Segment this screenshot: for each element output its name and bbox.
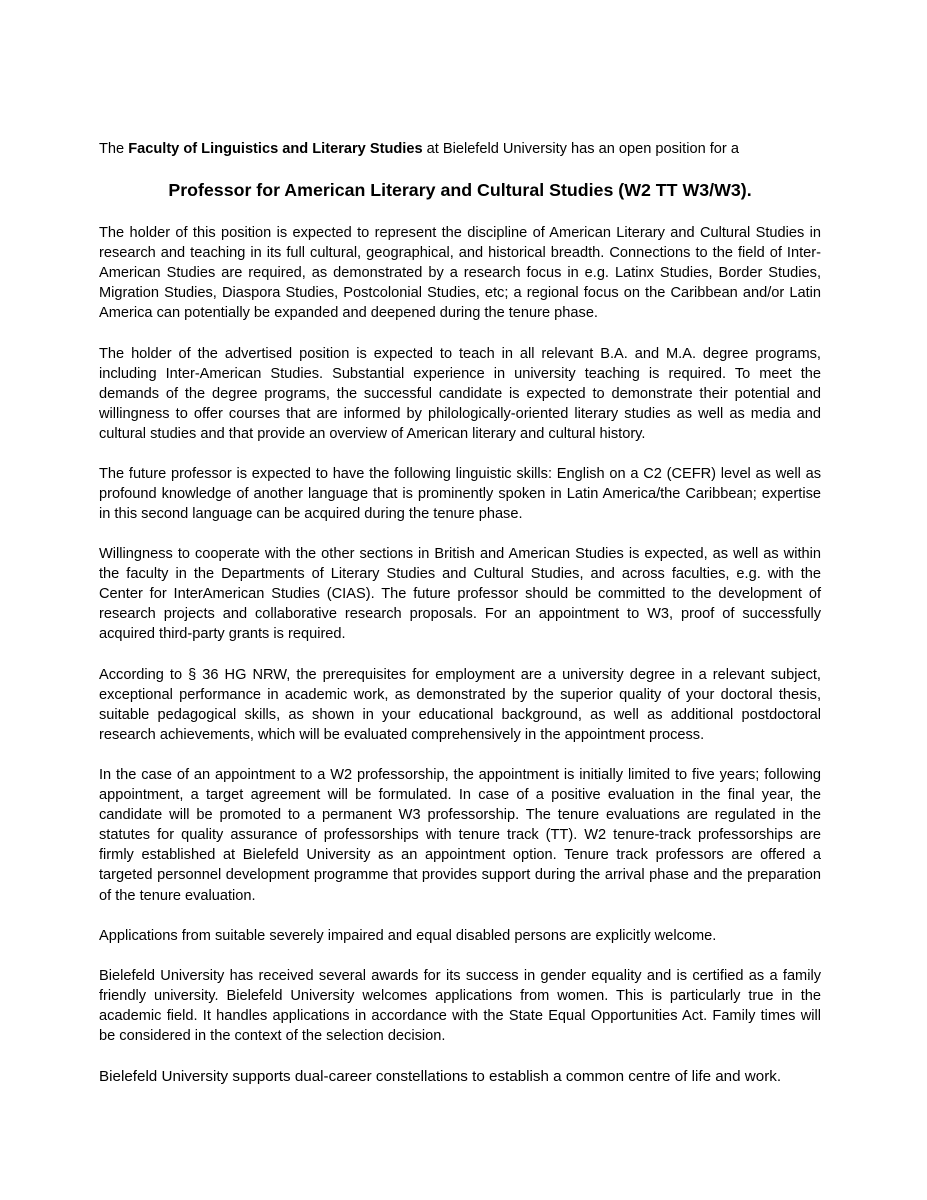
- paragraph-dual-career: Bielefeld University supports dual-career constellations to establish a common centre of life and work.: [99, 1068, 782, 1085]
- position-title-period: .: [746, 180, 752, 200]
- intro-prefix: The: [99, 141, 129, 157]
- paragraph-gender-equality: Bielefeld University has received several awards for its success in gender equality and is certified as a family friendly university. Bielefeld University welcomes applications from women. This is particularly true in the academic field. It handles applications in accordance with the State Equal Opportunities Act. Family times will be considered in the context of the selection decision.: [99, 968, 821, 1045]
- paragraph-teaching: The holder of the advertised position is expected to teach in all relevant B.A. and M.A. degree programs, including Inter-American Studies. Substantial experience in university teaching is required. To meet the demands of the degree programs, the successful candidate is expected to demonstrate their potential and willingness to offer courses that are informed by philologically-oriented literary studies as well as media and cultural studies and that provide an overview of American literary and cultural history.: [99, 346, 821, 443]
- position-title-text: Professor for American Literary and Cultural Studies (W2 TT W3/W3): [168, 180, 747, 200]
- paragraph-tenure-track: In the case of an appointment to a W2 professorship, the appointment is initially limited to five years; following appointment, a target agreement will be formulated. In case of a positive evaluation in the final year, the candidate will be promoted to a permanent W3 professorship. The tenure evaluations are regulated in the statutes for quality assurance of professorships with tenure track (TT). W2 tenure-track professorships are firmly established at Bielefeld University as an appointment option. Tenure track professors are offered a targeted personnel development programme that provides support during the arrival phase and the preparation of the tenure evaluation.: [99, 767, 821, 904]
- paragraph-research-focus: The holder of this position is expected to represent the discipline of American Literary and Cultural Studies in research and teaching in its full cultural, geographical, and historical breadth. Connections to the field of Inter-American Studies are required, as demonstrated by a research focus in e.g. Latinx Studies, Border Studies, Migration Studies, Diaspora Studies, Postcolonial Studies, etc; a regional focus on the Caribbean and/or Latin America can potentially be expanded and deepened during the tenure phase.: [99, 225, 821, 322]
- position-title: [99, 178, 821, 202]
- intro-suffix: at Bielefeld University has an open position for a: [422, 141, 739, 157]
- paragraph-cooperation: Willingness to cooperate with the other sections in British and American Studies is expected, as well as within the faculty in the Departments of Literary Studies and Cultural Studies, and across faculties, e.g. with the Center for InterAmerican Studies (CIAS). The future professor should be committed to the development of research projects and collaborative research proposals. For an appointment to W3, proof of successfully acquired third-party grants is required.: [99, 546, 821, 643]
- paragraph-language-skills: The future professor is expected to have the following linguistic skills: English on a C2 (CEFR) level as well as profound knowledge of another language that is prominently spoken in Latin America/the Caribbean; expertise in this second language can be acquired during the tenure phase.: [99, 466, 821, 523]
- faculty-name: Faculty of Linguistics and Literary Studies: [128, 141, 423, 157]
- paragraph-disabled-applicants: Applications from suitable severely impaired and equal disabled persons are explicitly welcome.: [99, 928, 717, 944]
- paragraph-prerequisites: According to § 36 HG NRW, the prerequisites for employment are a university degree in a relevant subject, exceptional performance in academic work, as demonstrated by the superior quality of your doctoral thesis, suitable pedagogical skills, as shown in your educational background, as well as additional postdoctoral research achievements, which will be evaluated comprehensively in the appointment process.: [99, 667, 821, 744]
- intro-line: [99, 139, 821, 159]
